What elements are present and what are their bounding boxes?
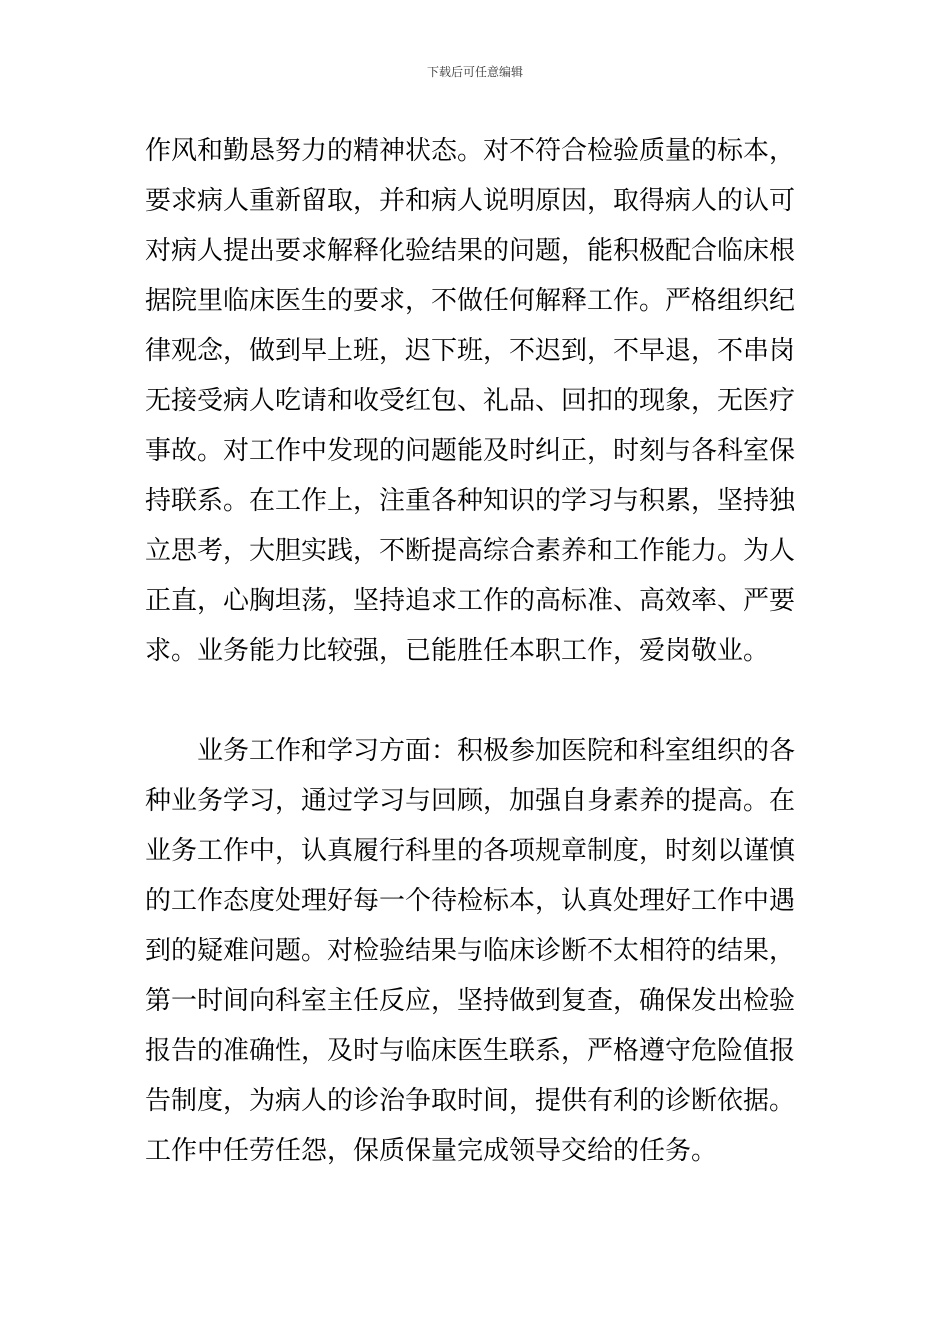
text-line-indented: 业务工作和学习方面：积极参加医院和科室组织的各 <box>197 736 796 766</box>
text-line: 的工作态度处理好每一个待检标本，认真处理好工作中遇 <box>145 886 796 916</box>
text-line: 事故。对工作中发现的问题能及时纠正，时刻与各科室保 <box>145 436 796 466</box>
text-line: 报告的准确性，及时与临床医生联系，严格遵守危险值报 <box>145 1036 796 1066</box>
text-line: 无接受病人吃请和收受红包、礼品、回扣的现象，无医疗 <box>145 386 796 416</box>
paragraph-2 <box>145 726 807 1176</box>
text-line: 业务工作中，认真履行科里的各项规章制度，时刻以谨慎 <box>145 836 796 866</box>
text-line: 种业务学习，通过学习与回顾，加强自身素养的提高。在 <box>145 786 796 816</box>
text-line: 到的疑难问题。对检验结果与临床诊断不太相符的结果， <box>145 936 796 966</box>
document-body <box>145 126 807 1176</box>
text-line: 工作中任劳任怨，保质保量完成领导交给的任务。 <box>145 1136 718 1166</box>
text-line: 正直，心胸坦荡，坚持追求工作的高标准、高效率、严要 <box>145 586 796 616</box>
text-line: 对病人提出要求解释化验结果的问题，能积极配合临床根 <box>145 236 796 266</box>
page-header: 下载后可任意编辑 <box>426 65 523 79</box>
paragraph-1 <box>145 126 807 676</box>
text-line: 持联系。在工作上，注重各种知识的学习与积累，坚持独 <box>145 486 796 516</box>
text-line: 第一时间向科室主任反应，坚持做到复查，确保发出检验 <box>145 986 796 1016</box>
text-line: 告制度，为病人的诊治争取时间，提供有利的诊断依据。 <box>145 1086 796 1116</box>
text-line: 律观念，做到早上班，迟下班，不迟到，不早退，不串岗 <box>145 336 796 366</box>
text-line: 要求病人重新留取，并和病人说明原因，取得病人的认可 <box>145 186 796 216</box>
text-line: 求。业务能力比较强，已能胜任本职工作，爱岗敬业。 <box>145 636 770 666</box>
text-line: 立思考，大胆实践，不断提高综合素养和工作能力。为人 <box>145 536 796 566</box>
text-line: 作风和勤恳努力的精神状态。对不符合检验质量的标本， <box>145 136 796 166</box>
text-line: 据院里临床医生的要求，不做任何解释工作。严格组织纪 <box>145 286 796 316</box>
